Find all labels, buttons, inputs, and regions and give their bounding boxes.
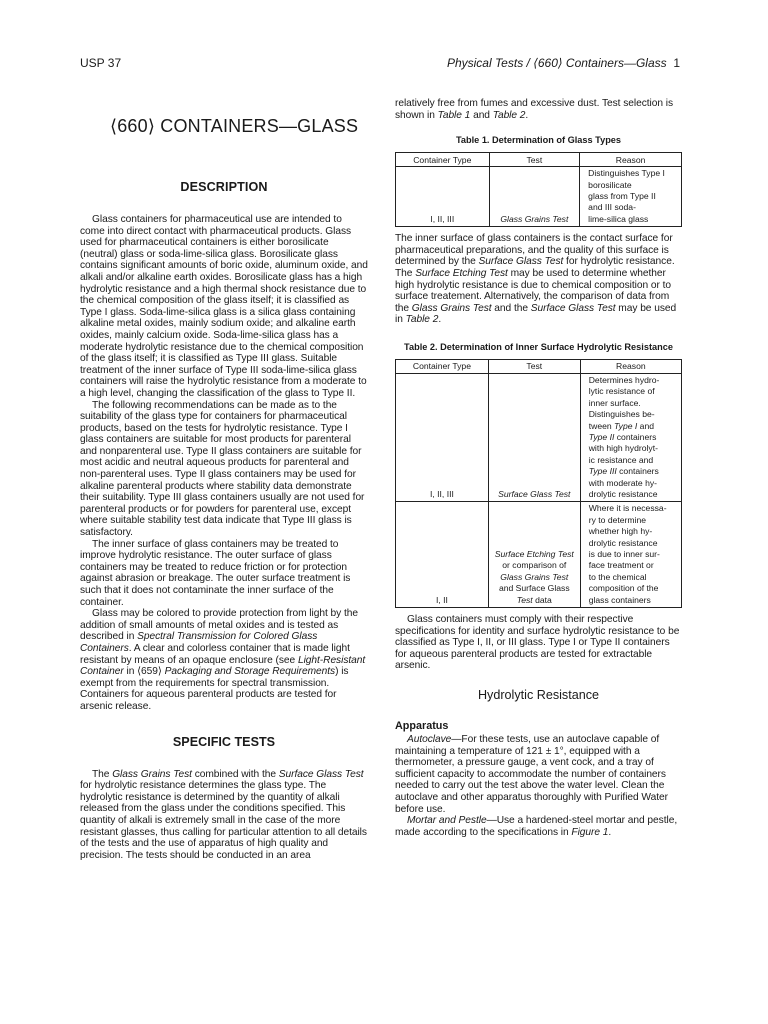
table-cell: Distinguishes Type I borosilicate glass from Type II and III soda- lime-silica glass <box>580 167 682 227</box>
description-heading: DESCRIPTION <box>180 180 268 194</box>
table-row <box>396 502 682 608</box>
table-1 <box>395 152 682 227</box>
description-paragraph-4: Glass may be colored to provide protection from light by the addition of small amounts of metal oxides and is tested as described in Spectral Transmission for Colored Glass Containers. A clear and colorless container that is made light resistant by means of an opaque enclosure (see Light-Resistant Container in ⟨659⟩ Packaging and Storage Requirements) is exempt from the requirements for spectral transmission. Containers for aqueous parenteral products are tested for arsenic release. <box>80 608 366 712</box>
compliance-paragraph: Glass containers must comply with their respective specifications for identity and surface hydrolytic resistance to be classified as Type I, II, or III glass. Type I or Type II containers for aqueous parenteral products are tested for extractable arsenic. <box>395 614 680 672</box>
table-header: Reason <box>580 359 681 373</box>
table-2-caption: Table 2. Determination of Inner Surface Hydrolytic Resistance <box>404 341 673 352</box>
table-cell: I, II <box>396 502 489 608</box>
table-cell: Surface Etching Test or comparison of Glass Grains Test and Surface Glass Test data <box>488 502 580 608</box>
table-cell: Where it is necessa- ry to determine whether high hy- drolytic resistance is due to inner sur- face treatment or to the chemical composition of the glass containers <box>580 502 681 608</box>
inner-surface-paragraph: The inner surface of glass containers is the contact surface for pharmaceutical preparations, and the quality of this surface is determined by the Surface Glass Test for hydrolytic resistance. The Surface Etching Test may be used to determine whether high hydrolytic resistance is due to chemical composition or to surface treatement. Alternatively, the comparison of data from the Glass Grains Test and the Surface Glass Test may be used in Table 2. <box>395 233 677 326</box>
apparatus-heading: Apparatus <box>395 720 449 733</box>
header-section: Physical Tests / <box>446 56 534 70</box>
autoclave-paragraph: Autoclave—For these tests, use an autoclave capable of maintaining a temperature of 121 ± 1°, equipped with a thermometer, a pressure gauge, a vent cock, and a tray of sufficient capacity to accommodate the number of containers needed to carry out the test above the water level. Clean the autoclave and other apparatus thoroughly with Purified Water before use. <box>395 734 668 815</box>
mortar-paragraph: Mortar and Pestle—Use a hardened-steel mortar and pestle, made according to the specifications in Figure 1. <box>395 815 678 838</box>
specific-tests-paragraph: The Glass Grains Test combined with the Surface Glass Test for hydrolytic resistance determines the glass type. The hydrolytic resistance is determined by the quantity of alkali released from the glass under the conditions specified. This quantity of alkali is extremely small in the case of the more resistant glasses, thus calling for particular attention to all details of the tests and the use of apparatus of high quality and precision. The tests should be conducted in an area <box>80 768 367 861</box>
table-cell: I, II, III <box>396 373 489 501</box>
description-paragraph-2: The following recommendations can be made as to the suitability of the glass type for containers for pharmaceutical products, based on the tests for hydrolytic resistance. Type I glass containers are suitable for most products for parenteral and nonparenteral use. Type II glass containers are suitable for most acidic and neutral aqueous products for parenteral and non-parenteral uses. Type II glass containers may be used for alkaline parenteral products where stability data demonstrate their suitability. Type III glass containers usually are not used for parenteral products or for powders for parenteral use, except where suitable stability test data indicate that Type III glass is satisfactory. <box>80 399 365 539</box>
table-row <box>396 373 682 501</box>
table-cell: Glass Grains Test <box>489 167 580 227</box>
left-column <box>80 98 368 861</box>
specific-tests-heading: SPECIFIC TESTS <box>172 734 276 749</box>
table-header: Container Type <box>396 359 489 373</box>
table-header: Test <box>489 153 580 167</box>
running-header-right <box>447 56 680 70</box>
table-header: Test <box>488 359 580 373</box>
table-row <box>396 167 682 227</box>
running-header-left: USP 37 <box>80 56 122 70</box>
table-cell: I, II, III <box>396 167 490 227</box>
table-cell: Surface Glass Test <box>488 373 580 501</box>
header-chapter: ⟨660⟩ Containers—Glass <box>533 56 667 70</box>
table-2 <box>395 359 682 608</box>
hydrolytic-resistance-heading: Hydrolytic Resistance <box>477 688 600 703</box>
specific-tests-continued: relatively free from fumes and excessive dust. Test selection is shown in Table 1 and Table 2. <box>395 98 674 121</box>
description-paragraph-3: The inner surface of glass containers may be treated to improve hydrolytic resistance. The outer surface of glass containers may be treated to reduce friction or for protection against abrasion or breakage. The outer surface treatment is such that it does not contaminate the inner surface of the container. <box>80 538 351 608</box>
description-paragraph-1: Glass containers for pharmaceutical use are intended to come into direct contact with pharmaceutical products. Glass used for pharmaceutical containers is either borosilicate (neutral) glass or soda-lime-silica glass. Borosilicate glass contains significant amounts of boric oxide, aluminum oxide, and alkali and/or alkaline earth oxides. Borosilicate glass has a high hydrolytic resistance and a high thermal shock resistance due to the chemical composition of the glass itself; it is classified as Type I glass. Soda-lime-silica glass is a silica glass containing alkaline metal oxides, mainly sodium oxide; and alkaline earth oxides, mainly calcium oxide. Soda-lime-silica glass has a moderate hydrolytic resistance due to the chemical composition of the glass itself; it is classified as Type III glass. Suitable treatment of the inner surface of Type III soda-lime-silica glass containers will raise the hydrolytic resistance from a moderate to a high level, changing the classification of the glass to Type II. <box>80 214 368 399</box>
table-header: Reason <box>580 153 682 167</box>
table-cell: Determines hydro- lytic resistance of inner surface. Distinguishes be- tween Type I and Type II containers with high hydrolyt- ic resistance and Type III containers with moderate hy- drolytic resistance <box>580 373 681 501</box>
table-1-caption: Table 1. Determination of Glass Types <box>455 135 622 146</box>
chapter-title: ⟨660⟩ CONTAINERS—GLASS <box>110 116 359 136</box>
page-number: 1 <box>673 56 680 70</box>
right-column <box>395 98 682 838</box>
table-header: Container Type <box>396 153 490 167</box>
